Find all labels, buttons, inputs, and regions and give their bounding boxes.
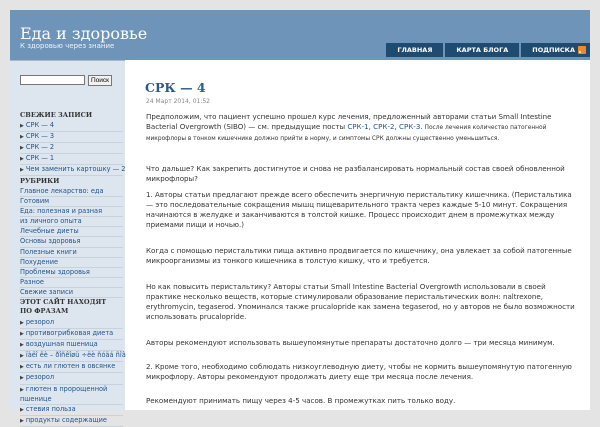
post-link-srk3[interactable]: СРК-3 [399, 122, 421, 131]
post-paragraph: Что дальше? Как закрепить достигнутое и снова не разбалансировать нормальный состав своей обновленной микрофлоры? [146, 164, 565, 183]
sidebar [10, 60, 126, 424]
paragraph-text: После лечения количество патогенной микрофлоры в тонком кишечнике должно прийти в норму, и симптомы СРК должны существенно уменьшиться. [146, 125, 547, 142]
phrase-label: противогрибковая диета [25, 329, 114, 338]
recent-post-label: СРК — 2 [25, 143, 55, 152]
bullet-icon: ▶ [20, 331, 24, 338]
bullet-icon: ▶ [20, 167, 24, 174]
phrase-label: ïàëî êè – ðîñêîøü ÷ëè ñóäá ñîâ [25, 351, 126, 360]
phrase-link[interactable] [20, 373, 123, 384]
phrase-label: глютен в пророщенной пшенице [20, 384, 108, 403]
bullet-icon: ▶ [20, 406, 24, 413]
category-link[interactable]: Разное [20, 278, 123, 288]
post-paragraph: Авторы рекомендуют использовать вышеупомянутые препараты достаточно долго — три месяца минимум. [146, 338, 555, 347]
category-link[interactable]: Проблемы здоровья [20, 268, 123, 278]
nav-subscribe[interactable] [521, 43, 590, 57]
page [10, 10, 590, 424]
bullet-icon: ▶ [20, 375, 24, 382]
recent-posts-list [20, 121, 126, 176]
bullet-icon: ▶ [20, 145, 24, 152]
phrase-label: есть ли глютен в овсянке [25, 362, 116, 371]
recent-post-label: СРК — 4 [25, 121, 55, 129]
bullet-icon: ▶ [20, 386, 24, 393]
search-button[interactable]: Поиск [88, 75, 112, 86]
recent-post-link[interactable] [20, 165, 126, 176]
recent-post-label: СРК — 3 [25, 132, 55, 141]
nav-subscribe-label: ПОДПИСКА [532, 46, 575, 54]
bullet-icon: ▶ [20, 320, 24, 326]
recent-post-label: СРК — 1 [25, 154, 55, 163]
nav-home[interactable]: ГЛАВНАЯ [386, 43, 443, 57]
phrase-link[interactable] [20, 340, 123, 351]
phrase-link[interactable] [20, 318, 123, 329]
phrase-link[interactable] [20, 405, 123, 416]
category-link[interactable]: из личного опыта [20, 217, 123, 227]
phrase-label: резорол [25, 318, 55, 326]
post-paragraph: Рекомендуют принимать пищу через 4-5 часов. В промежутках пить только воду. [146, 396, 456, 405]
post-paragraph: Когда с помощью перистальтики пища активно продвигается по кишечнику, она увлекает за собой патогенные микроорганизмы из тонкого кишечника в толстую кишку, что и требуется. [146, 246, 572, 265]
bullet-icon: ▶ [20, 134, 24, 141]
post-paragraph: 1. Авторы статьи предлагают прежде всего обеспечить энергичную перистальтику кишечника. (Перистальтика — это последовательные сокращения мышц пищеварительного тракта через каждые 5-10 минут. Сокращения начинаются в желудке и заканчиваются в толстой кишке. Процесс происходит днем в промежутках между приемами пищи и ночью.) [146, 190, 572, 229]
post-link-srk2[interactable]: СРК-2 [373, 122, 395, 131]
paragraph-text: Предположим, что пациент успешно прошел курс лечения, предложенный авторами статьи Small Intestine Bacterial Overgrowth (SIBO) — см. предыдущие посты [146, 112, 552, 131]
category-link[interactable]: Лечебные диеты [20, 227, 123, 237]
site-header [10, 10, 590, 60]
post-date: 24 Март 2014, 01:52 [146, 98, 210, 105]
bullet-icon: ▶ [20, 342, 24, 349]
phrase-link[interactable] [20, 351, 126, 362]
bullet-icon: ▶ [20, 364, 24, 371]
category-link[interactable]: Похудение [20, 258, 123, 268]
phrase-link[interactable] [20, 416, 123, 427]
bullet-icon: ▶ [20, 123, 24, 129]
recent-post-link[interactable] [20, 154, 123, 165]
post-paragraph: Но как повысить перистальтику? Авторы статьи Small Intestine Bacterial Overgrowth использовали в своей практике несколько веществ, которые стимулировали образование перистальтических волн: naltrexone, erythromycin, tegaserod. Упоминался также prucalopride как замена tegaserod, но у авторов не было возможности использовать prucalopride. [146, 282, 575, 321]
phrase-label: продукты содержащие [25, 415, 107, 424]
nav-sitemap[interactable]: КАРТА БЛОГА [445, 43, 519, 57]
bullet-icon: ▶ [20, 353, 24, 360]
category-link[interactable]: Готовим [20, 197, 123, 207]
search-phrases-list [20, 318, 126, 427]
site-tagline: К здоровью через знание [20, 42, 115, 50]
post-paragraph: 2. Кроме того, необходимо соблюдать низкоуглеводную диету, чтобы не кормить вышеупомянутую патогенную микрофлору. Авторы рекомендуют продолжать диету еще три месяца после лечения. [146, 362, 572, 381]
recent-posts-heading: СВЕЖИЕ ЗАПИСИ [20, 111, 93, 119]
phrase-label: воздушная пшеница [25, 340, 98, 349]
phrase-label: резорол [25, 373, 55, 382]
phrase-label: стевия польза [25, 404, 76, 413]
search-phrases-heading: ЭТОТ САЙТ НАХОДЯТ ПО ФРАЗАМ [20, 298, 107, 315]
phrase-link[interactable] [20, 385, 123, 405]
recent-post-link[interactable] [20, 121, 123, 132]
phrase-link[interactable] [20, 362, 123, 373]
categories-heading: РУБРИКИ [20, 177, 60, 185]
bullet-icon: ▶ [20, 156, 24, 163]
post-paragraph: Предположим, что пациент успешно прошел курс лечения, предложенный авторами статьи Small Intestine Bacterial Overgrowth (SIBO) — см. предыдущие посты СРК-1, СРК-2, СРК-3. После лечения количество патогенной микрофлоры в тонком кишечнике должно прийти в норму, и симптомы СРК должны существенно уменьшиться. [146, 112, 552, 142]
category-link[interactable]: Основы здоровья [20, 237, 123, 247]
phrase-link[interactable] [20, 329, 123, 340]
recent-post-label: Чем заменить картошку — 2 [25, 165, 126, 174]
post-link-srk1[interactable]: СРК-1 [347, 122, 369, 131]
post-title[interactable]: СРК — 4 [145, 80, 206, 95]
search-input[interactable] [20, 75, 85, 85]
bullet-icon: ▶ [20, 417, 24, 424]
categories-list [20, 187, 123, 298]
category-link[interactable]: Еда: полезная и разная [20, 207, 123, 217]
category-link[interactable]: Полезные книги [20, 248, 123, 258]
recent-post-link[interactable] [20, 132, 123, 143]
category-link[interactable]: Свежие записи [20, 288, 123, 298]
top-nav [10, 43, 590, 57]
rss-icon[interactable] [578, 46, 586, 54]
site-title[interactable]: Еда и здоровье [20, 24, 148, 43]
recent-post-link[interactable] [20, 143, 123, 154]
search-form [20, 75, 112, 86]
category-link[interactable]: Главное лекарство: еда [20, 187, 123, 197]
